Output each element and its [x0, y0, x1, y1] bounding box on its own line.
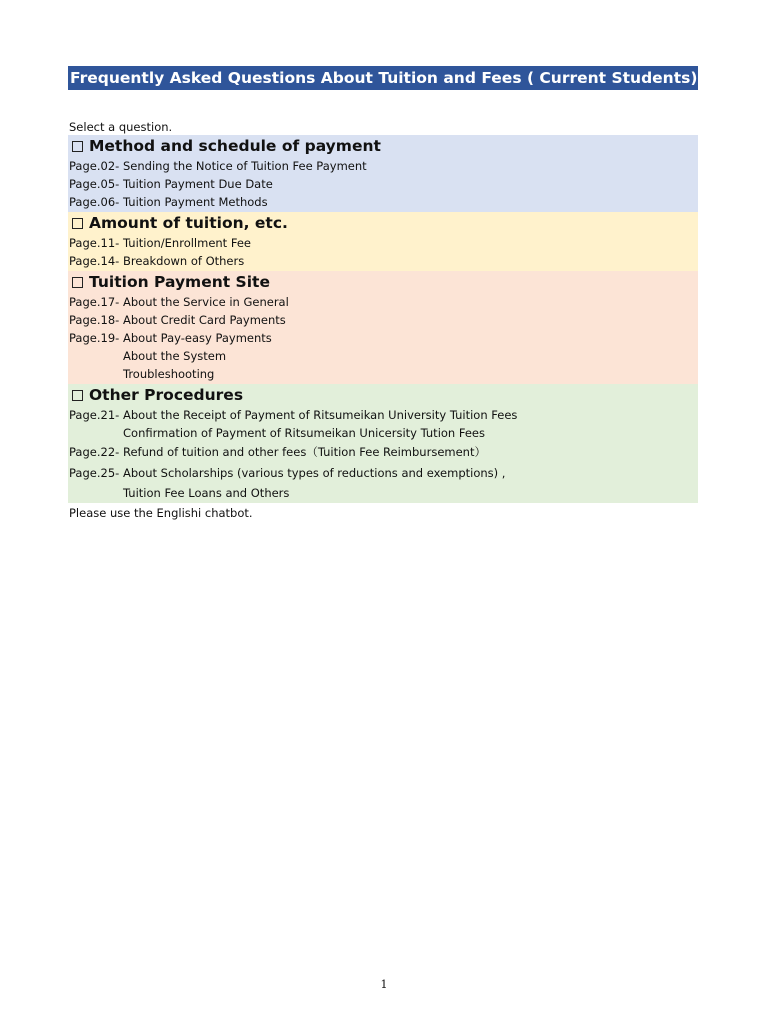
checkbox-icon [72, 141, 83, 152]
faq-link-text[interactable]: Breakdown of Others [123, 254, 245, 268]
faq-link-row[interactable] [69, 252, 698, 270]
page-ref: Page.17- [69, 295, 120, 309]
page-ref: Page.22- [69, 445, 120, 459]
faq-link-text[interactable]: About Credit Card Payments [123, 313, 286, 327]
faq-link-row[interactable] [69, 175, 698, 193]
page-ref: Page.19- [69, 331, 120, 345]
section-title: Amount of tuition, etc. [89, 214, 288, 232]
faq-link-text[interactable]: Sending the Notice of Tuition Fee Payment [123, 159, 367, 173]
faq-link-text[interactable]: Refund of tuition and other fees（Tuition Fee Reimbursement） [123, 445, 486, 459]
faq-link-row[interactable] [69, 484, 698, 502]
faq-link-row[interactable] [69, 234, 698, 252]
section-other-procedures [68, 384, 698, 503]
section-header [69, 135, 698, 157]
faq-link-text[interactable]: About the Receipt of Payment of Ritsumeikan University Tuition Fees [123, 408, 518, 422]
faq-link-text[interactable]: Tuition Payment Methods [123, 195, 268, 209]
page-ref: Page.06- [69, 195, 120, 209]
faq-link-row[interactable] [69, 193, 698, 211]
section-amount-tuition [68, 212, 698, 271]
checkbox-icon [72, 390, 83, 401]
faq-link-row[interactable] [69, 463, 698, 484]
faq-link-text[interactable]: Troubleshooting [123, 367, 215, 381]
faq-link-text[interactable]: Confirmation of Payment of Ritsumeikan Unicersity Tution Fees [123, 426, 485, 440]
faq-link-text[interactable]: Tuition Payment Due Date [123, 177, 273, 191]
faq-link-row[interactable] [69, 157, 698, 175]
faq-link-row[interactable] [69, 424, 698, 442]
faq-page [68, 66, 698, 522]
page-ref: Page.18- [69, 313, 120, 327]
faq-link-text[interactable]: About Scholarships (various types of reductions and exemptions) , [123, 466, 506, 480]
section-title: Tuition Payment Site [89, 273, 270, 291]
page-ref: Page.05- [69, 177, 120, 191]
section-header [69, 212, 698, 234]
faq-link-row[interactable] [69, 311, 698, 329]
faq-link-row[interactable] [69, 293, 698, 311]
faq-link-row[interactable] [69, 329, 698, 347]
faq-link-text[interactable]: About the Service in General [123, 295, 289, 309]
page-ref: Page.25- [69, 466, 120, 480]
faq-link-row[interactable] [69, 442, 698, 463]
page-ref: Page.14- [69, 254, 120, 268]
page-number: 1 [380, 978, 388, 991]
section-header [69, 384, 698, 406]
faq-link-row[interactable] [69, 347, 698, 365]
faq-link-text[interactable]: About the System [123, 349, 227, 363]
faq-link-text[interactable]: About Pay-easy Payments [123, 331, 272, 345]
section-method-schedule [68, 135, 698, 212]
faq-link-row[interactable] [69, 406, 698, 424]
page-ref: Page.11- [69, 236, 120, 250]
page-ref: Page.21- [69, 408, 120, 422]
page-title: Frequently Asked Questions About Tuition and Fees ( Current Students) [68, 66, 698, 90]
page-ref [69, 484, 123, 502]
checkbox-icon [72, 277, 83, 288]
section-payment-site [68, 271, 698, 384]
checkbox-icon [72, 218, 83, 229]
page-ref [69, 424, 123, 442]
faq-link-row[interactable] [69, 365, 698, 383]
section-title: Other Procedures [89, 386, 244, 404]
chatbot-note: Please use the Englishi chatbot. [69, 506, 253, 520]
page-ref [69, 347, 123, 365]
page-ref: Page.02- [69, 159, 120, 173]
faq-link-text[interactable]: Tuition/Enrollment Fee [123, 236, 251, 250]
select-question-prompt: Select a question. [69, 120, 173, 134]
section-header [69, 271, 698, 293]
section-title: Method and schedule of payment [89, 137, 381, 155]
faq-link-text[interactable]: Tuition Fee Loans and Others [123, 486, 290, 500]
page-ref [69, 365, 123, 383]
